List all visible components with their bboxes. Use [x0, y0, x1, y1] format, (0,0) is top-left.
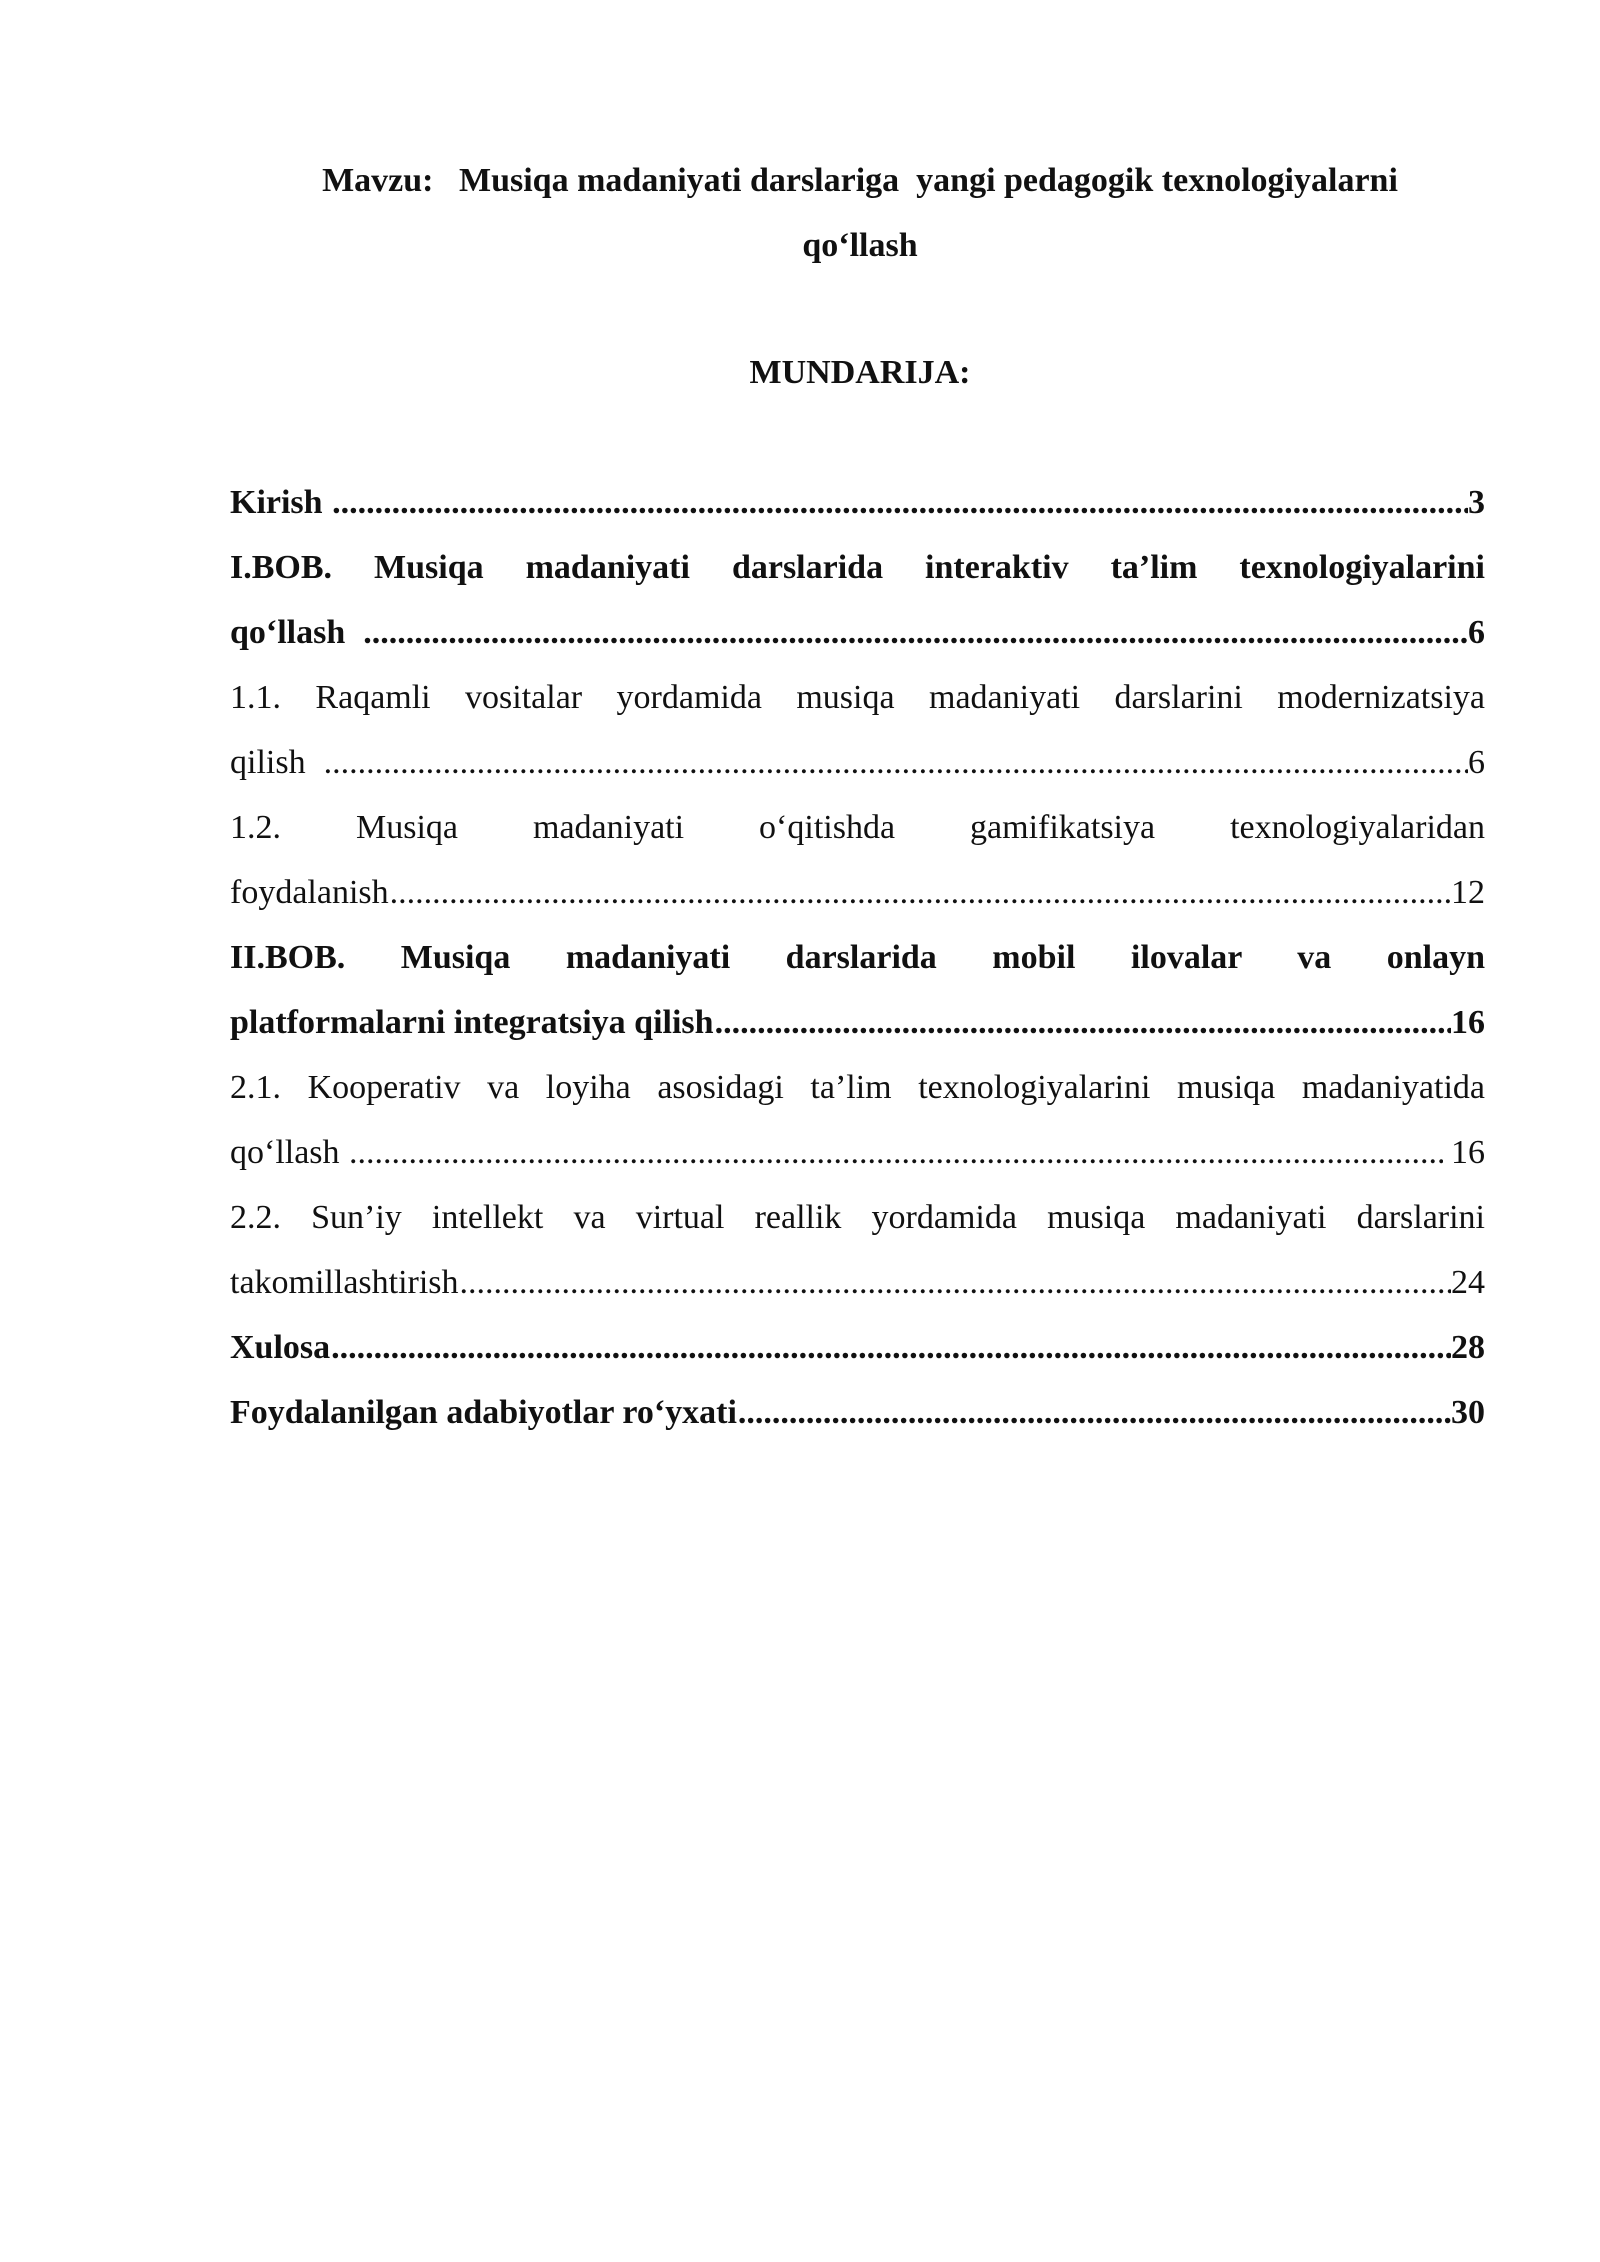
dot-leader	[348, 1120, 1442, 1185]
dot-leader	[389, 860, 1451, 925]
toc-entry-label: Xulosa	[230, 1329, 331, 1366]
dot-leader	[331, 470, 1468, 535]
toc-entry-section-2-2[interactable]	[230, 1185, 1485, 1315]
toc-page-number: 16	[1442, 1134, 1485, 1171]
toc-heading: MUNDARIJA:	[749, 354, 971, 391]
toc-entry-label: 2.1. Kooperativ va loyiha asosidagi ta’lim texnologiyalarini musiqa madaniyatida	[230, 1069, 1485, 1106]
toc-entry-section-1-1[interactable]	[230, 665, 1485, 795]
toc-page-number: 6	[1468, 614, 1485, 651]
toc-page-number: 30	[1451, 1394, 1485, 1431]
toc-entry-label-continued: takomillashtirish	[230, 1264, 459, 1301]
toc-entry-label-continued: qo‘llash	[230, 1134, 349, 1171]
dot-leader	[714, 990, 1451, 1055]
toc-entry-label: II.BOB. Musiqa madaniyati darslarida mobil ilovalar va onlayn	[230, 939, 1485, 976]
toc-page-number: 16	[1451, 1004, 1485, 1041]
toc-page-number: 24	[1451, 1264, 1485, 1301]
toc-entry-label: Kirish	[230, 484, 332, 521]
toc-page-number: 12	[1451, 874, 1485, 911]
toc-entry-section-1-2[interactable]	[230, 795, 1485, 925]
toc-entry-kirish[interactable]	[230, 470, 1485, 535]
toc-page-number: 3	[1468, 484, 1485, 521]
toc-entry-label-continued: platformalarni integratsiya qilish	[230, 1004, 714, 1041]
toc-entry-label-continued: qilish	[230, 744, 323, 781]
toc-entry-chapter-1[interactable]	[230, 535, 1485, 665]
toc-entry-label: 1.1. Raqamli vositalar yordamida musiqa madaniyati darslarini modernizatsiya	[230, 679, 1485, 716]
toc-entry-label-continued: qo‘llash	[230, 614, 363, 651]
dot-leader	[737, 1380, 1451, 1445]
dot-leader	[459, 1250, 1451, 1315]
document-title	[230, 148, 1490, 278]
toc-entry-label: 1.2. Musiqa madaniyati o‘qitishda gamifikatsiya texnologiyalaridan	[230, 809, 1485, 846]
toc-entry-references[interactable]	[230, 1380, 1485, 1445]
toc-entry-label-continued: foydalanish	[230, 874, 389, 911]
toc-entry-label: Foydalanilgan adabiyotlar ro‘yxati	[230, 1394, 737, 1431]
toc-entry-section-2-1[interactable]	[230, 1055, 1485, 1185]
toc-page-number: 6	[1468, 744, 1485, 781]
toc-entry-label: 2.2. Sun’iy intellekt va virtual reallik yordamida musiqa madaniyati darslarini	[230, 1199, 1485, 1236]
title-line-2: qo‘llash	[802, 227, 918, 264]
toc-entry-label: I.BOB. Musiqa madaniyati darslarida interaktiv ta’lim texnologiyalarini	[230, 549, 1485, 586]
toc-entry-chapter-2[interactable]	[230, 925, 1485, 1055]
dot-leader	[330, 1315, 1451, 1380]
table-of-contents	[230, 470, 1485, 1445]
title-line-1: Mavzu: Musiqa madaniyati darslariga yangi pedagogik texnologiyalarni	[322, 162, 1398, 199]
dot-leader	[323, 730, 1468, 795]
toc-entry-xulosa[interactable]	[230, 1315, 1485, 1380]
dot-leader	[362, 600, 1468, 665]
toc-page-number: 28	[1451, 1329, 1485, 1366]
